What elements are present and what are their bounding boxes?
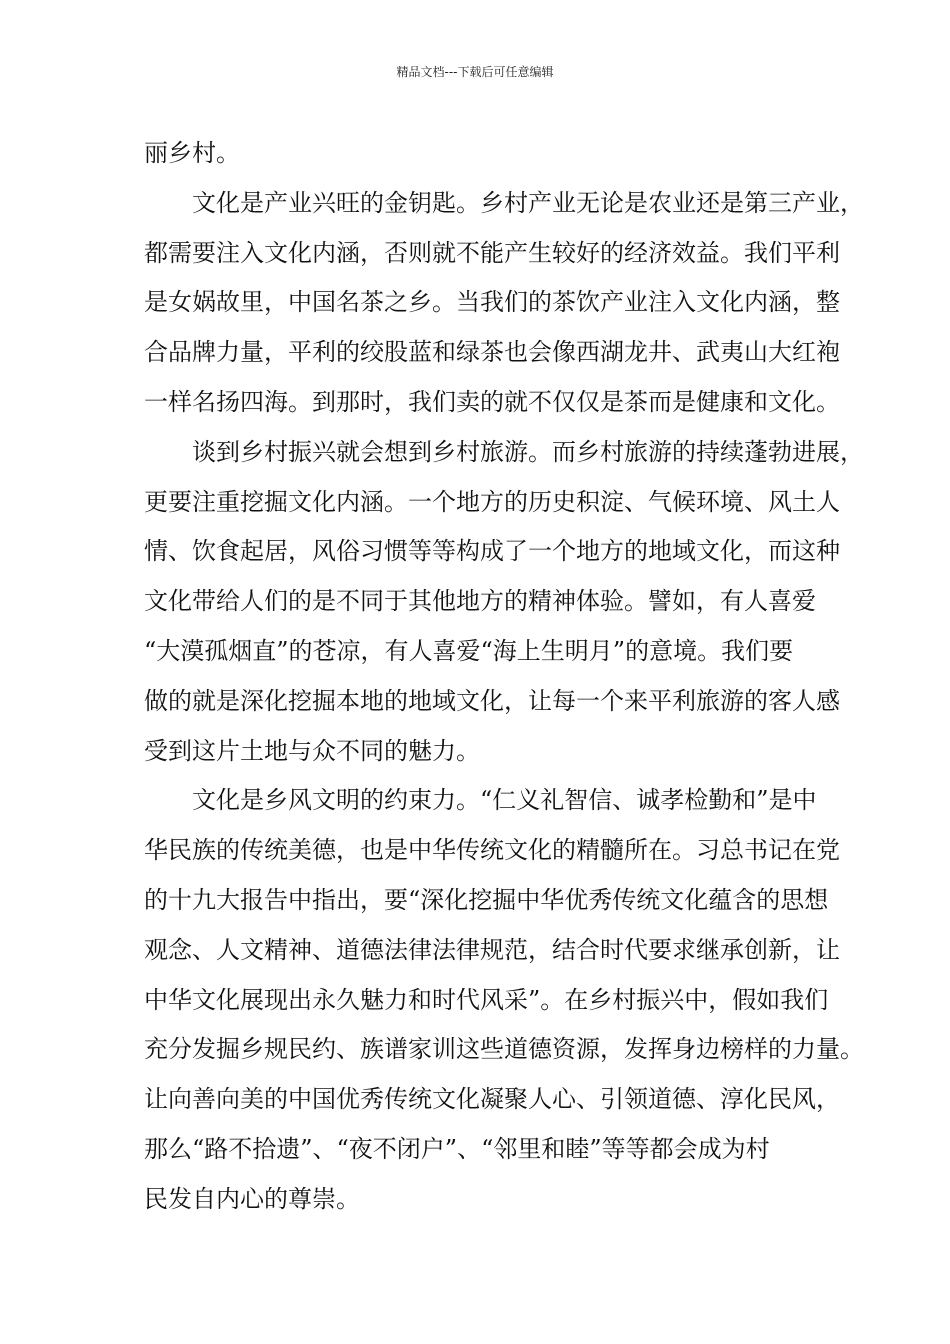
text-line: 一样名扬四海。到那时，我们卖的就不仅仅是茶而是健康和文化。 [144,387,840,416]
text-line: 的十九大报告中指出，要“深化挖掘中华优秀传统文化蕴含的思想 [144,885,829,914]
text-line: 受到这片土地与众不同的魅力。 [144,736,480,765]
text-line: 更要注重挖掘文化内涵。一个地方的历史积淀、气候环境、风土人 [144,487,840,516]
text-line: 那么“路不拾遗”、“夜不闭户”、“邻里和睦”等等都会成为村 [144,1134,770,1163]
text-line: 文化带给人们的是不同于其他地方的精神体验。譬如，有人喜爱 [144,587,816,616]
text-line: 充分发掘乡规民约、族谱家训这些道德资源，发挥身边榜样的力量。 [144,1035,864,1064]
text-line: 都需要注入文化内涵，否则就不能产生较好的经济效益。我们平利 [144,238,840,267]
text-line: 华民族的传统美德，也是中华传统文化的精髓所在。习总书记在党 [144,836,840,865]
page-header: 精品文档---下载后可任意编辑 [396,65,554,79]
text-line: “大漠孤烟直”的苍凉，有人喜爱“海上生明月”的意境。我们要 [144,636,794,665]
text-line: 情、饮食起居，风俗习惯等等构成了一个地方的地域文化，而这种 [144,537,840,566]
text-line: 做的就是深化挖掘本地的地域文化，让每一个来平利旅游的客人感 [144,686,840,715]
text-line: 丽乡村。 [144,139,240,167]
text-line: 谈到乡村振兴就会想到乡村旅游。而乡村旅游的持续蓬勃进展， [192,437,864,466]
text-line: 文化是乡风文明的约束力。“仁义礼智信、诚孝检勤和”是中 [192,786,817,815]
text-line: 让向善向美的中国优秀传统文化凝聚人心、引领道德、淳化民风， [144,1085,840,1114]
text-line: 中华文化展现出永久魅力和时代风采”。在乡村振兴中，假如我们 [144,985,829,1014]
body-text [144,129,864,1225]
text-line: 民发自内心的尊崇。 [144,1184,360,1213]
text-line: 观念、人文精神、道德法律法律规范，结合时代要求继承创新，让 [144,935,840,964]
text-line: 合品牌力量，平利的绞股蓝和绿茶也会像西湖龙井、武夷山大红袍 [144,338,840,367]
text-line: 是女娲故里，中国名茶之乡。当我们的茶饮产业注入文化内涵，整 [144,288,840,317]
text-line: 文化是产业兴旺的金钥匙。乡村产业无论是农业还是第三产业， [192,188,864,217]
